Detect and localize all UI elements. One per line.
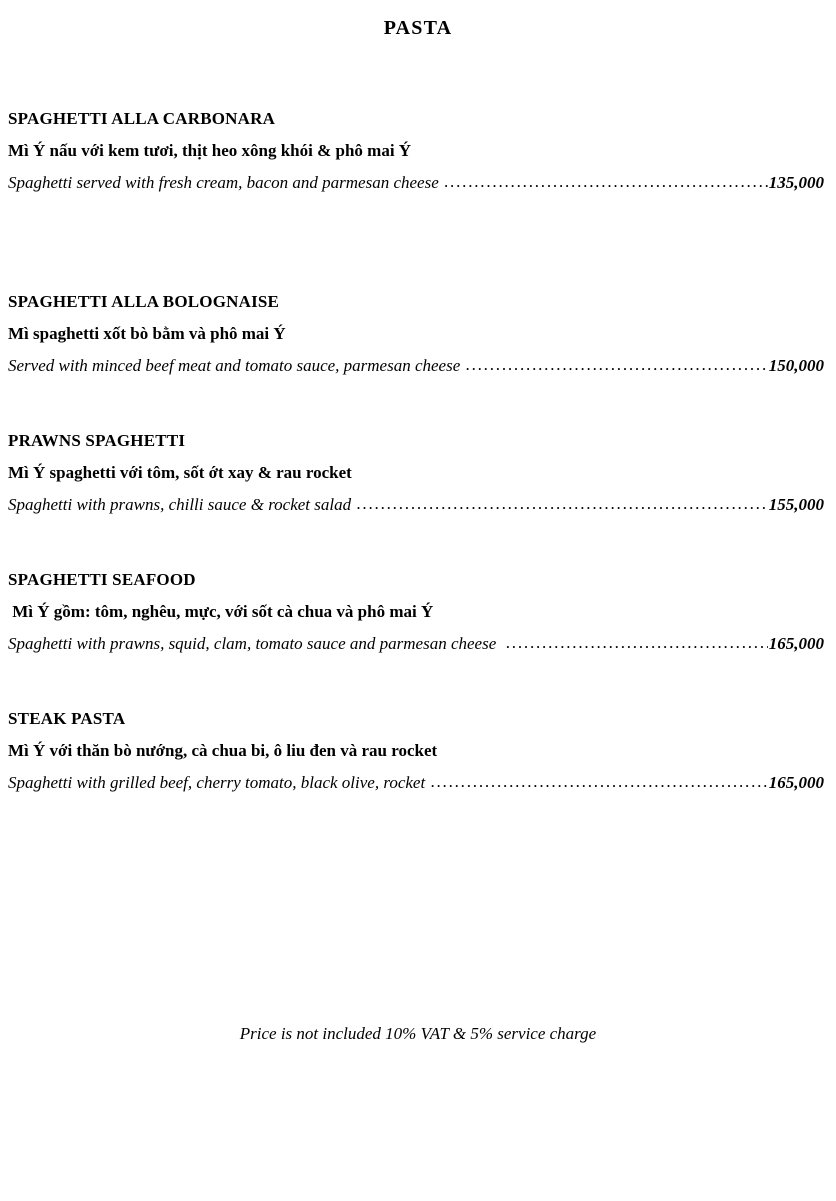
- dot-leader: [356, 488, 767, 520]
- dish-price: 135,000: [768, 173, 824, 192]
- dish-name: STEAK PASTA: [8, 709, 126, 728]
- menu-item: [0, 287, 836, 382]
- dish-description-en: Spaghetti served with fresh cream, bacon and parmesan cheese: [8, 173, 443, 192]
- dish-description-en: Spaghetti with prawns, chilli sauce & rocket salad: [8, 495, 356, 514]
- menu-item: [0, 104, 836, 199]
- dish-price-row: [8, 489, 824, 521]
- dish-description-en: Served with minced beef meat and tomato sauce, parmesan cheese: [8, 356, 465, 375]
- dish-description-vi: Mì Ý gồm: tôm, nghêu, mực, với sốt cà chua và phô mai Ý: [8, 602, 434, 621]
- dish-name: SPAGHETTI SEAFOOD: [8, 570, 196, 589]
- dot-leader: [430, 766, 767, 798]
- menu-item: [0, 704, 836, 799]
- dish-price-row: [8, 167, 824, 199]
- dish-description-vi: Mì spaghetti xốt bò bằm và phô mai Ý: [8, 324, 286, 343]
- menu-list: [0, 104, 836, 799]
- dish-description-en: Spaghetti with grilled beef, cherry tomato, black olive, rocket: [8, 773, 430, 792]
- dot-leader: [444, 166, 768, 198]
- dish-price: 150,000: [768, 356, 824, 375]
- dish-price-row: [8, 350, 824, 382]
- dish-price-row: [8, 767, 824, 799]
- dish-price: 165,000: [768, 773, 824, 792]
- dish-name: SPAGHETTI ALLA CARBONARA: [8, 109, 276, 128]
- dish-name: PRAWNS SPAGHETTI: [8, 431, 186, 450]
- dot-leader: [506, 627, 768, 659]
- dish-price: 165,000: [768, 634, 824, 653]
- menu-item: [0, 565, 836, 660]
- dish-description-vi: Mì Ý spaghetti với tôm, sốt ớt xay & rau rocket: [8, 463, 352, 482]
- page-title: PASTA: [383, 17, 453, 39]
- menu-item: [0, 426, 836, 521]
- dish-price: 155,000: [768, 495, 824, 514]
- menu-page: [0, 14, 836, 1201]
- dish-name: SPAGHETTI ALLA BOLOGNAISE: [8, 292, 280, 311]
- dish-description-vi: Mì Ý nấu với kem tươi, thịt heo xông khói & phô mai Ý: [8, 141, 412, 160]
- dish-description-en: Spaghetti with prawns, squid, clam, tomato sauce and parmesan cheese: [8, 634, 505, 653]
- dish-price-row: [8, 628, 824, 660]
- dish-description-vi: Mì Ý với thăn bò nướng, cà chua bi, ô liu đen và rau rocket: [8, 741, 438, 760]
- footer-note: Price is not included 10% VAT & 5% service charge: [239, 1024, 597, 1043]
- dot-leader: [466, 349, 768, 381]
